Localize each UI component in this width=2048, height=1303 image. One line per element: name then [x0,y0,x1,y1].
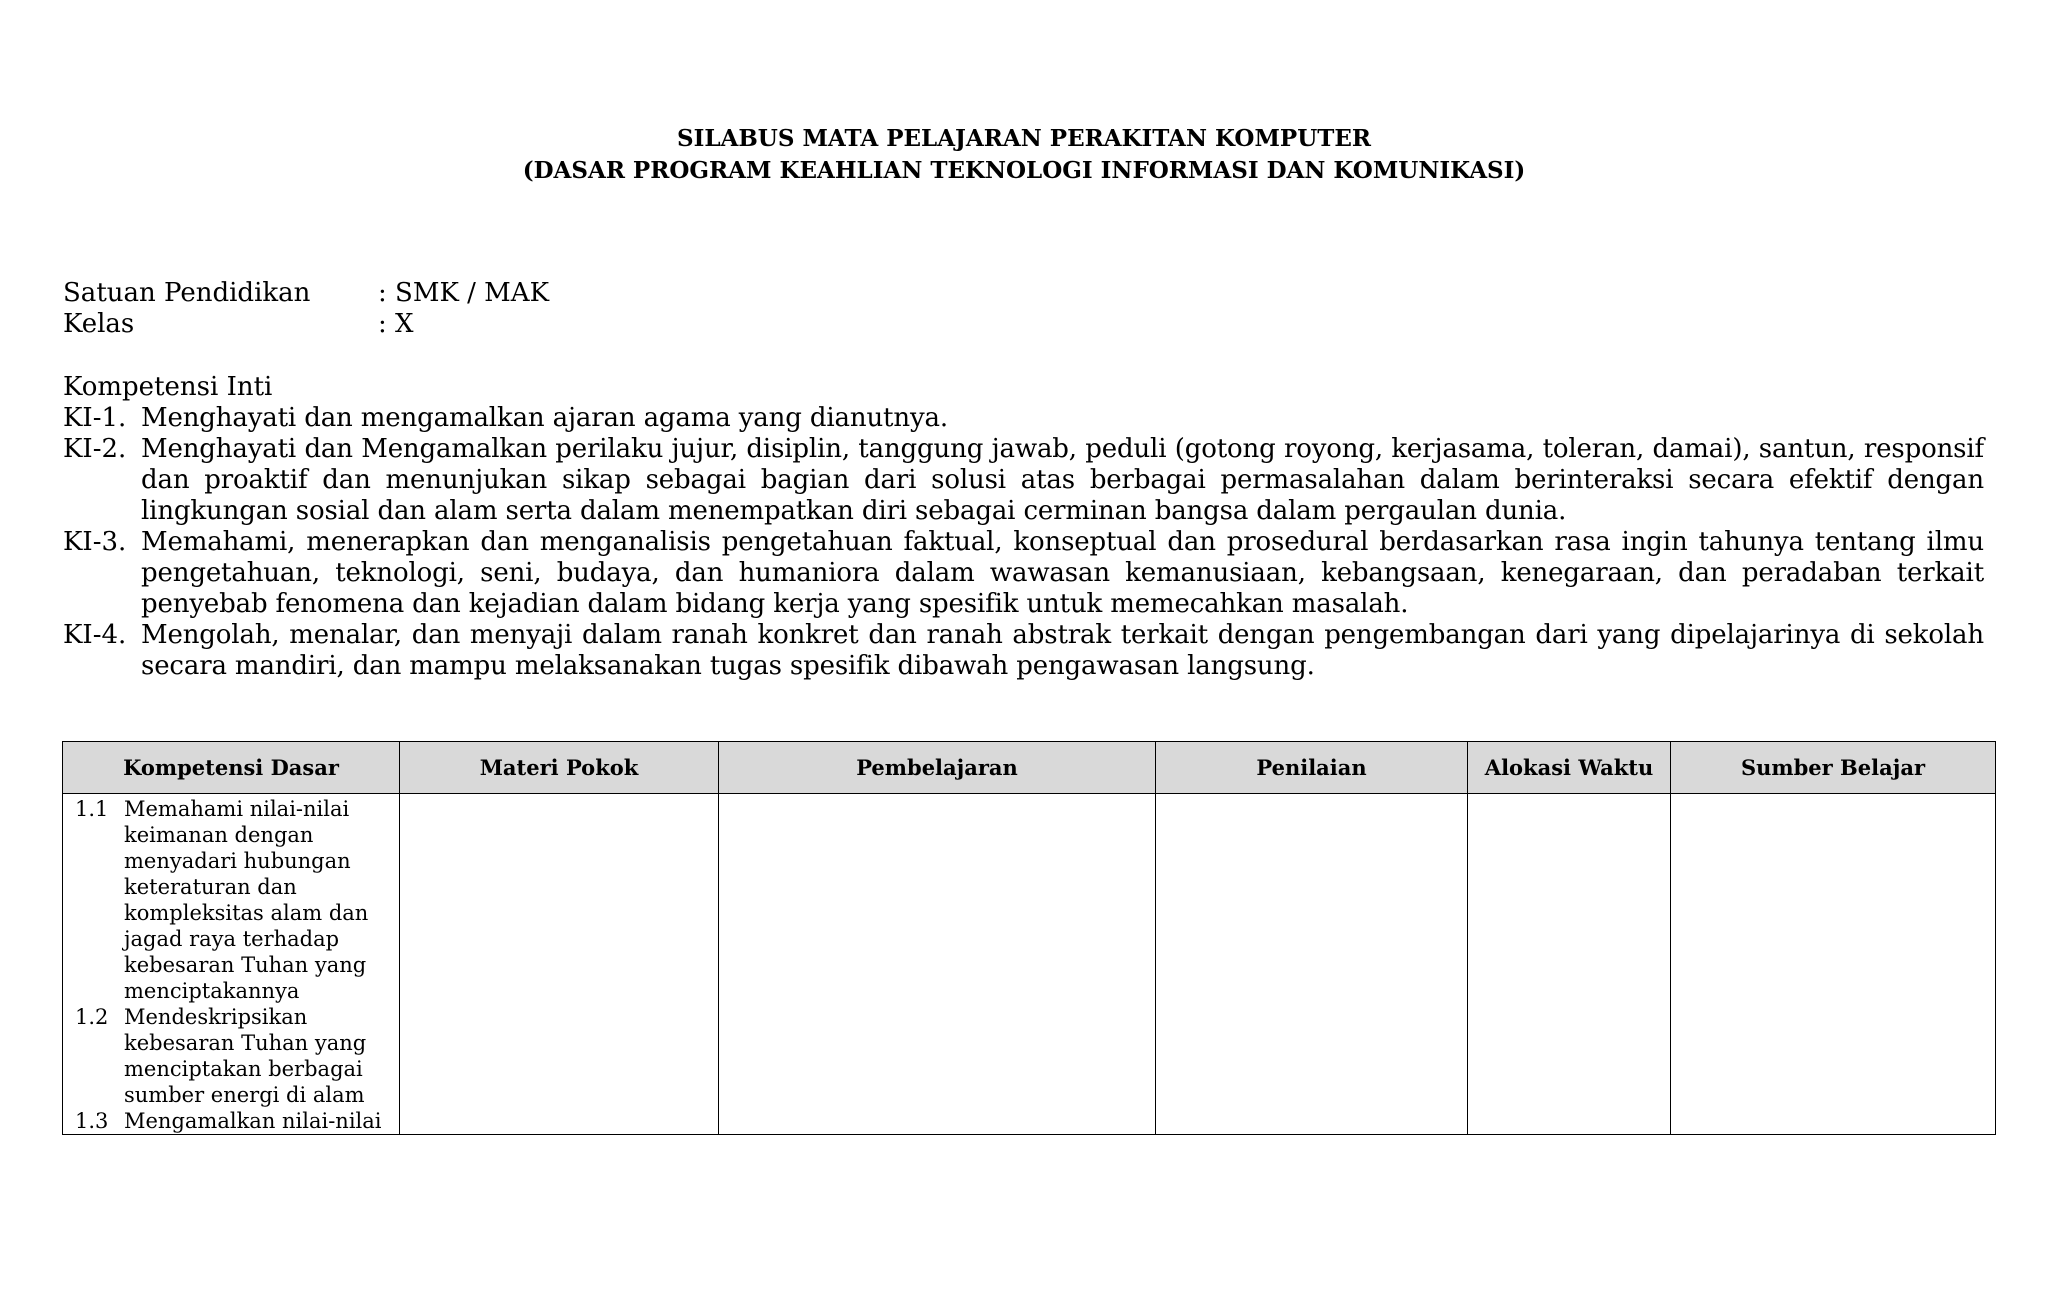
ki-code: KI-4. [63,620,127,650]
kd-text: Memahami nilai-nilai keimanan dengan menyadari hubungan keteraturan dan kompleksitas alam dan jagad raya terhadap kebesaran Tuhan yang menciptakannya [124,797,369,1003]
sumber-belajar-cell [1671,794,1996,1135]
syllabus-table [62,741,1996,1135]
kd-text: Mendeskripsikan kebesaran Tuhan yang menciptakan berbagai sumber energi di alam [124,1005,367,1107]
column-header-materi-pokok: Materi Pokok [400,742,719,794]
ki-text: Mengolah, menalar, dan menyaji dalam ranah konkret dan ranah abstrak terkait dengan pengembangan dari yang dipelajarinya di sekolah secara mandiri, dan mampu melaksanakan tugas spesifik dibawah pengawasan langsung. [141,620,1984,681]
column-header-pembelajaran: Pembelajaran [719,742,1156,794]
ki-item [63,403,1984,434]
ki-text: Memahami, menerapkan dan menganalisis pengetahuan faktual, konseptual dan prosedural berdasarkan rasa ingin tahunya tentang ilmu pengetahuan, teknologi, seni, budaya, dan humaniora dalam wawasan kemanusiaan, kebangsaan, kenegaraan, dan peradaban terkait penyebab fenomena dan kejadian dalam bidang kerja yang spesifik untuk memecahkan masalah. [141,527,1984,619]
kompetensi-dasar-list [63,794,399,1134]
kd-number: 1.2 [75,1005,109,1029]
info-label: Satuan Pendidikan [63,278,311,308]
table-header-row [63,742,1996,794]
materi-pokok-cell [400,794,719,1135]
ki-text: Menghayati dan mengamalkan ajaran agama yang dianutnya. [141,403,948,433]
penilaian-cell [1156,794,1468,1135]
kd-number: 1.1 [75,797,109,821]
info-label: Kelas [63,309,135,339]
column-header-penilaian: Penilaian [1156,742,1468,794]
info-row-satuan-pendidikan [63,278,549,309]
document-title [0,123,2048,187]
info-row-kelas [63,309,549,340]
kompetensi-inti-heading: Kompetensi Inti [63,372,273,402]
kd-number: 1.3 [75,1109,109,1133]
info-value: : SMK / MAK [378,278,549,308]
syllabus-table-wrapper [62,741,1995,1135]
info-value: : X [378,309,414,339]
ki-text: Menghayati dan Mengamalkan perilaku jujur, disiplin, tanggung jawab, peduli (gotong royong, kerjasama, toleran, damai), santun, responsif dan proaktif dan menunjukan sikap sebagai bagian dari solusi atas berbagai permasalahan dalam berinteraksi secara efektif dengan lingkungan sosial dan alam serta dalam menempatkan diri sebagai cerminan bangsa dalam pergaulan dunia. [141,434,1984,526]
alokasi-waktu-cell [1468,794,1671,1135]
ki-code: KI-1. [63,403,127,433]
column-header-kompetensi-dasar: Kompetensi Dasar [63,742,400,794]
pembelajaran-cell [719,794,1156,1135]
kd-text: Mengamalkan nilai-nilai [124,1109,382,1133]
kompetensi-inti-section [63,372,1984,682]
column-header-alokasi-waktu: Alokasi Waktu [1468,742,1671,794]
title-line-2: (DASAR PROGRAM KEAHLIAN TEKNOLOGI INFORMASI DAN KOMUNIKASI) [522,157,1526,184]
ki-item [63,620,1984,682]
identity-info [63,278,549,340]
table-row [63,794,1996,1135]
kompetensi-dasar-cell [63,794,400,1135]
list-item [75,1108,393,1134]
ki-item [63,527,1984,620]
ki-code: KI-2. [63,434,127,464]
list-item [75,796,393,1004]
column-header-sumber-belajar: Sumber Belajar [1671,742,1996,794]
title-line-1: SILABUS MATA PELAJARAN PERAKITAN KOMPUTER [676,125,1372,152]
ki-item [63,434,1984,527]
ki-code: KI-3. [63,527,127,557]
list-item [75,1004,393,1108]
